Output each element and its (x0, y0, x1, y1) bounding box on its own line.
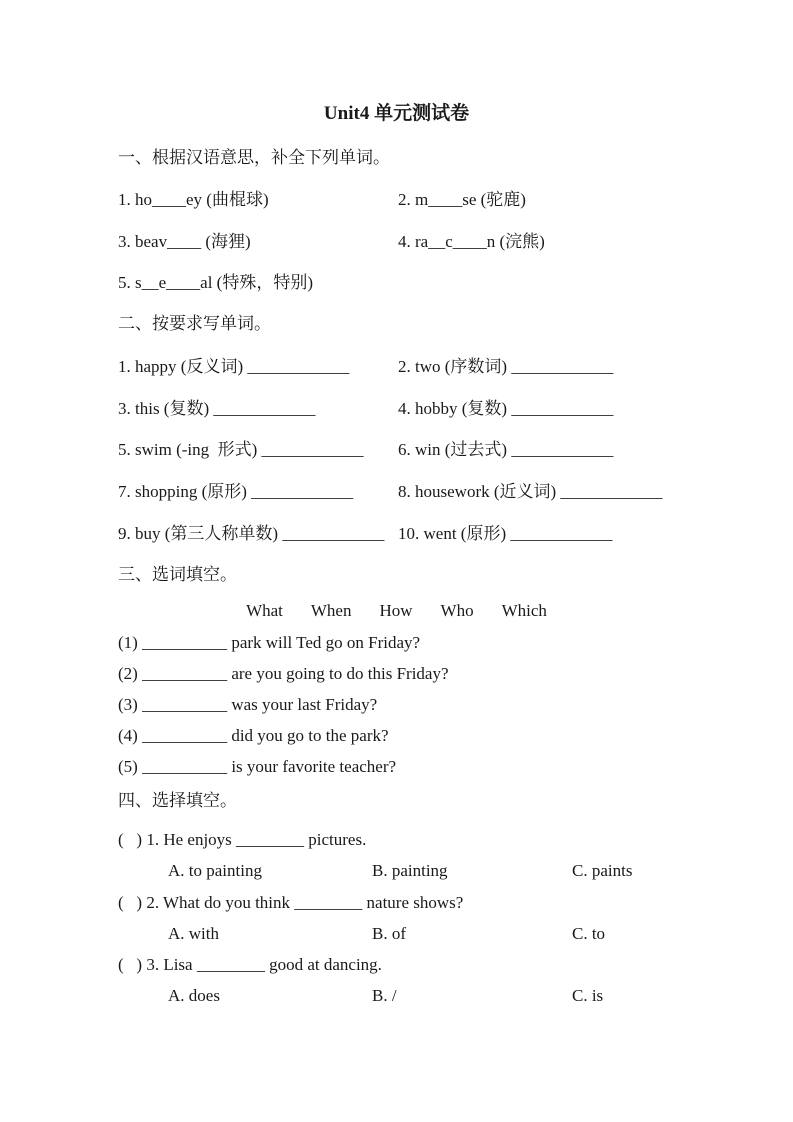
section2-header: 二、按要求写单词。 (118, 314, 271, 333)
section2-item-6: 6. win (过去式) ____________ (398, 440, 614, 459)
section4-question-3-option-c: C. is (572, 986, 604, 1005)
section4-question-2-option-c: C. to (572, 924, 606, 943)
section2-item-8: 8. housework (近义词) ____________ (398, 482, 663, 501)
section3-question-5: (5) __________ is your favorite teacher? (118, 757, 397, 776)
section3-question-1: (1) __________ park will Ted go on Friday? (118, 633, 421, 652)
section3-question-4: (4) __________ did you go to the park? (118, 726, 389, 745)
section4-question-1-option-b: B. painting (372, 861, 448, 880)
word-bank-word: Who (440, 601, 474, 620)
section1-header: 一、根据汉语意思，补全下列单词。 (118, 148, 390, 167)
section3-header: 三、选词填空。 (118, 565, 237, 584)
section4-question-3-stem: ( ) 3. Lisa ________ good at dancing. (118, 955, 382, 974)
section3-question-2: (2) __________ are you going to do this Friday? (118, 664, 449, 683)
section2-item-10: 10. went (原形) ____________ (398, 524, 613, 543)
section4-question-1-option-c: C. paints (572, 861, 633, 880)
section2-item-7: 7. shopping (原形) ____________ (118, 482, 354, 501)
section4-question-2-stem: ( ) 2. What do you think ________ nature shows? (118, 893, 464, 912)
section3-question-3: (3) __________ was your last Friday? (118, 695, 378, 714)
section4-header: 四、选择填空。 (118, 791, 237, 810)
section1-item-3: 3. beav____ (海狸) (118, 232, 251, 251)
section4-question-1-option-a: A. to painting (168, 861, 262, 880)
word-bank-word: When (310, 601, 352, 620)
word-bank-word: How (379, 601, 413, 620)
section4-question-1-stem: ( ) 1. He enjoys ________ pictures. (118, 830, 367, 849)
section1-item-2: 2. m____se (驼鹿) (398, 190, 526, 209)
section4-question-2-option-a: A. with (168, 924, 219, 943)
section2-item-5: 5. swim (-ing 形式) ____________ (118, 440, 364, 459)
section1-item-5: 5. s__e____al (特殊，特别) (118, 273, 314, 292)
section4-question-2-option-b: B. of (372, 924, 406, 943)
word-bank (0, 600, 793, 622)
section2-item-4: 4. hobby (复数) ____________ (398, 399, 614, 418)
word-bank-word: What (246, 601, 283, 620)
section4-question-3-option-b: B. / (372, 986, 397, 1005)
section2-item-9: 9. buy (第三人称单数) ____________ (118, 524, 385, 543)
page-title: Unit4 单元测试卷 (323, 103, 470, 124)
section2-item-2: 2. two (序数词) ____________ (398, 357, 614, 376)
section2-item-3: 3. this (复数) ____________ (118, 399, 316, 418)
section2-item-1: 1. happy (反义词) ____________ (118, 357, 350, 376)
section4-question-3-option-a: A. does (168, 986, 220, 1005)
section1-item-4: 4. ra__c____n (浣熊) (398, 232, 545, 251)
word-bank-word: Which (501, 601, 547, 620)
section1-item-1: 1. ho____ey (曲棍球) (118, 190, 269, 209)
